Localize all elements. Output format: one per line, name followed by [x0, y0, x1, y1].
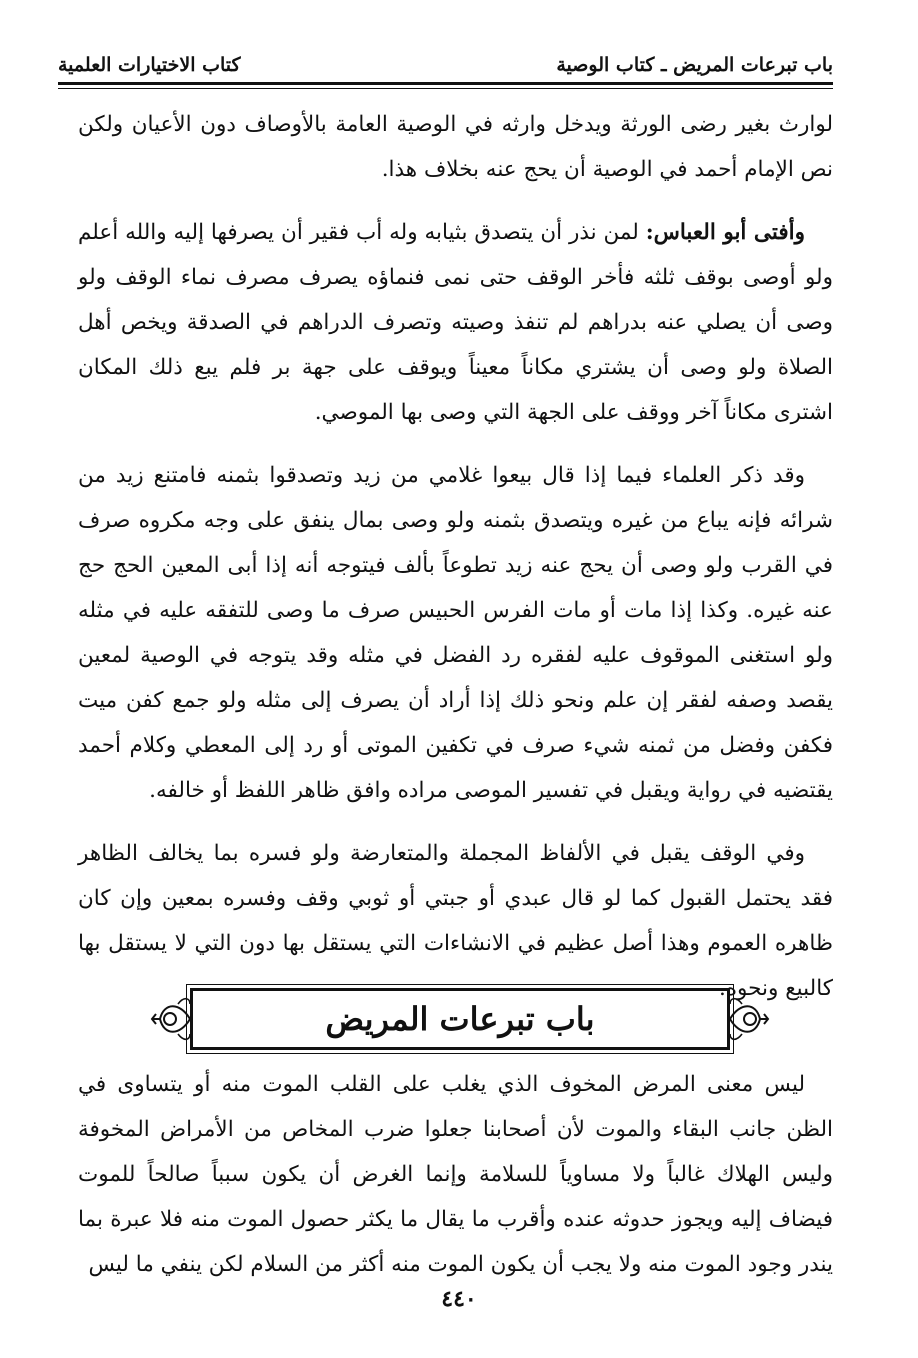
header-rule-thin	[58, 88, 833, 89]
chapter-paragraph: ليس معنى المرض المخوف الذي يغلب على القلب الموت منه أو يتساوى في الظن جانب البقاء والموت لأن أصحابنا جعلوا ضرب المخاص من الأمراض المخوفة وليس الهلاك غالباً ولا مساوياً للسلامة وإنما الغرض أن يكون سبباً صالحاً للموت فيضاف إليه ويجوز حدوثه عنده وأقرب ما يقال ما يكثر حصول الموت منه فلا عبرة بما يندر وجود الموت منه ولا يجب أن يكون الموت منه أكثر من السلام لكن ينفي ما ليس	[78, 1072, 833, 1277]
paragraph-4: وفي الوقف يقبل في الألفاظ المجملة والمتعارضة ولو فسره بما يخالف الظاهر فقد يحتمل القبول كما لو قال عبدي أو جبتي أو ثوبي وقف وفسره بمعين وإن كان ظاهره العموم وهذا أصل عظيم في الانشاءات التي يستقل بها دون التي لا يستقل بها كالبيع ونحوه.	[78, 841, 833, 1001]
paragraph-2-text: لمن نذر أن يتصدق بثيابه وله أب فقير أن يصرفها إليه والله أعلم ولو أوصى بوقف ثلثه فأخر الوقف حتى نمى فنماؤه يصرف مصرف نماء الوقف ولو وصى أن يصلي عنه بدراهم لم تنفذ وصيته وتصرف الدراهم في الصدقة ويخص أهل الصلاة ولو وصى أن يشتري مكاناً معيناً ويوقف على جهة بر فلم يبع ذلك المكان اشترى مكاناً آخر ووقف على الجهة التي وصى بها الموصي.	[78, 220, 833, 425]
header-rule-thick	[58, 82, 833, 85]
paragraph-2	[78, 210, 833, 435]
paragraph-1: لوارث بغير رضى الورثة ويدخل وارثه في الوصية العامة بالأوصاف دون الأعيان ولكن نص الإمام أحمد في الوصية أن يحج عنه بخلاف هذا.	[78, 112, 833, 182]
chapter-title: باب تبرعات المريض	[325, 1000, 595, 1038]
page-number: ٤٤٠	[441, 1286, 477, 1312]
main-text	[78, 102, 833, 1029]
running-header	[58, 40, 833, 76]
paragraph-2-lead: وأفتى أبو العباس:	[645, 220, 805, 245]
ornament-right-icon	[726, 990, 770, 1048]
chapter-text	[78, 1062, 833, 1287]
ornament-left-icon	[150, 990, 194, 1048]
header-book-title: كتاب الاختيارات العلمية	[58, 54, 241, 76]
paragraph-3: وقد ذكر العلماء فيما إذا قال بيعوا غلامي من زيد وتصدقوا بثمنه فامتنع زيد من شرائه فإنه يباع من غيره ويتصدق بثمنه ولو وصى بمال ينفق على وجه مكروه صرف في القرب ولو وصى أن يحج عنه زيد تطوعاً بألف فيتوجه أنه إذا أبى المعين الحج حج عنه غيره. وكذا إذا مات أو مات الفرس الحبيس صرف ما وصى للتفقه عليه في مثله ولو استغنى الموقوف عليه لفقره رد الفضل في مثله وقد يتوجه في الوصية لمعين يقصد وصفه لفقر إن علم ونحو ذلك إذا أراد أن يصرف إلى مثله ولو جمع كفن ميت فكفن وفضل من ثمنه شيء صرف في تكفين الموتى أو رد إلى المعطي وكلام أحمد يقتضيه في رواية ويقبل في تفسير الموصى مراده وافق ظاهر اللفظ أو خالفه.	[78, 463, 833, 803]
header-chapter: باب تبرعات المريض ـ كتاب الوصية	[556, 54, 833, 76]
chapter-heading	[190, 988, 730, 1050]
